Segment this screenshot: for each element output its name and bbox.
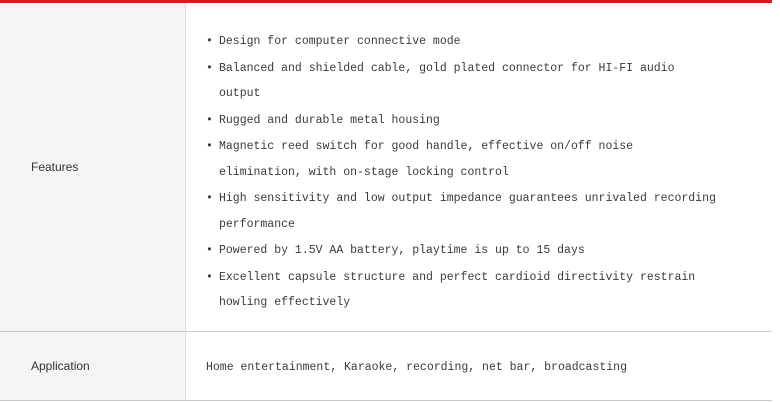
feature-item xyxy=(206,265,772,316)
feature-text: Balanced and shielded cable, gold plated connector for HI-FI audio output xyxy=(219,61,675,100)
application-value: Home entertainment, Karaoke, recording, net bar, broadcasting xyxy=(206,360,627,374)
feature-item xyxy=(206,186,772,237)
bullet-icon: • xyxy=(206,140,213,153)
bullet-icon: • xyxy=(206,35,213,48)
bullet-icon: • xyxy=(206,192,213,205)
feature-item xyxy=(206,56,772,107)
feature-text: Rugged and durable metal housing xyxy=(219,113,440,127)
bullet-icon: • xyxy=(206,61,213,75)
application-label: Application xyxy=(0,332,186,400)
feature-text: Excellent capsule structure and perfect cardioid directivity restrain howling effectively xyxy=(219,270,696,309)
feature-item xyxy=(206,134,772,185)
feature-item xyxy=(206,29,772,55)
bullet-icon: • xyxy=(206,244,213,257)
feature-item xyxy=(206,108,772,134)
feature-text: Powered by 1.5V AA battery, playtime is up to 15 days xyxy=(219,244,585,257)
features-label: Features xyxy=(0,3,186,331)
feature-item xyxy=(206,238,772,264)
bullet-icon: • xyxy=(206,113,213,127)
features-value-cell xyxy=(186,3,772,331)
bullet-icon: • xyxy=(206,270,213,284)
features-list xyxy=(206,29,772,316)
feature-text: Design for computer connective mode xyxy=(219,35,461,48)
feature-text: High sensitivity and low output impedance guarantees unrivaled recording performance xyxy=(219,192,716,231)
features-row xyxy=(0,3,772,332)
feature-text: Magnetic reed switch for good handle, effective on/off noise elimination, with on-stage locking control xyxy=(219,140,634,179)
application-row xyxy=(0,332,772,401)
